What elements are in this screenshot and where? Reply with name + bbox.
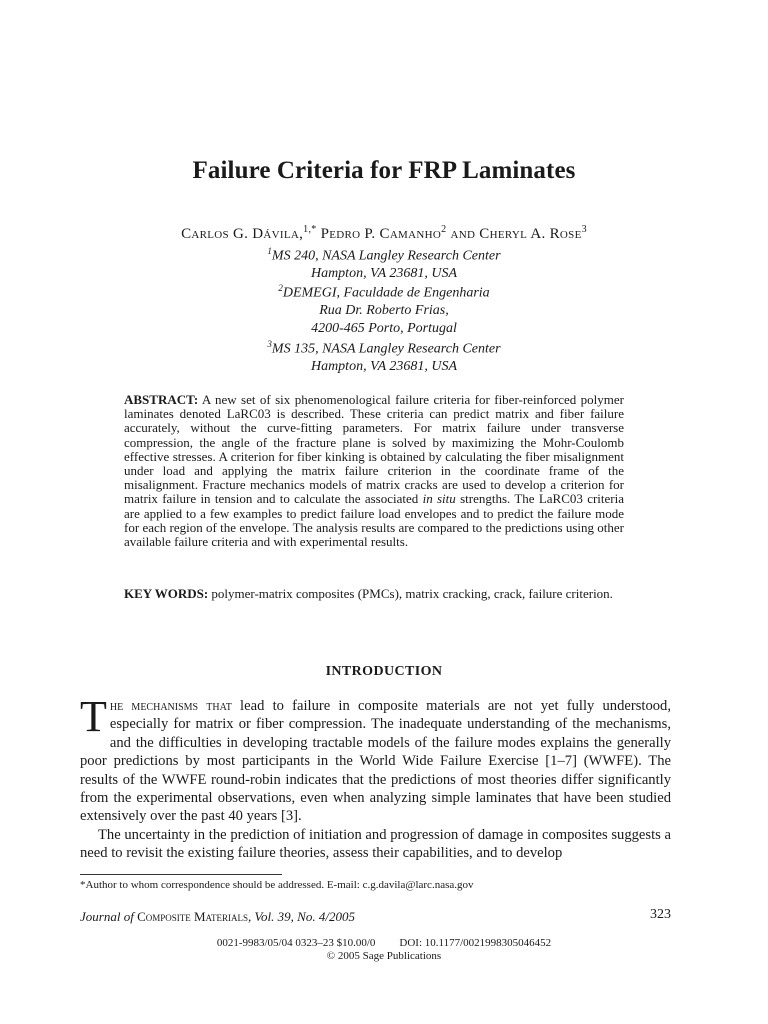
abstract-label: ABSTRACT: bbox=[124, 392, 199, 407]
copyright: © 2005 Sage Publications bbox=[326, 950, 442, 962]
intro-paragraph-1 bbox=[80, 692, 671, 826]
intro-smallcaps: he mechanisms that bbox=[109, 698, 232, 714]
abstract-text-2: strengths. The LaRC03 criteria are applied to a few examples to predict failure load envelopes and to predict the failure mode for each region of the envelope. The analysis results are compared to the predictions using other available failure criteria and with experimental results. bbox=[124, 491, 624, 550]
abstract bbox=[124, 393, 624, 549]
author-camanho-affil: 2 bbox=[441, 224, 447, 235]
journal-name: Composite Materials bbox=[137, 909, 249, 924]
journal-volume: , Vol. 39, No. 4/2005 bbox=[248, 909, 355, 924]
author-davila-affil: 1,* bbox=[303, 224, 317, 235]
affiliation-3 bbox=[0, 336, 768, 376]
affiliation-1-number: 1 bbox=[267, 246, 272, 256]
footnote: *Author to whom correspondence should be addressed. E-mail: c.g.davila@larc.nasa.gov bbox=[80, 879, 474, 891]
affiliation-1 bbox=[0, 243, 768, 283]
affiliation-2-line-2: Rua Dr. Roberto Frias, bbox=[319, 303, 449, 319]
journal-prefix: Journal of bbox=[80, 909, 138, 924]
intro-paragraph-2: The uncertainty in the prediction of initiation and progression of damage in composites suggests a need to revisit the existing failure theories, assess their capabilities, and to develop bbox=[80, 826, 671, 862]
author-line bbox=[0, 224, 768, 243]
keywords-label: KEY WORDS: bbox=[124, 586, 209, 601]
keywords-text: polymer-matrix composites (PMCs), matrix cracking, crack, failure criterion. bbox=[208, 586, 613, 601]
affiliation-2-number: 2 bbox=[278, 283, 283, 293]
intro-paragraph-1-text: lead to failure in composite materials are not yet fully understood, especially for matrix or fiber compression. The inadequate understanding of the mechanisms, and the difficulties in developing tractable models of the failure modes explains the generally poor predictions by most participants in the World Wide Failure Exercise [1–7] (WWFE). The results of the WWFE round-robin indicates that the predictions of most theories differ significantly from the experimental observations, even when analyzing simple laminates that have been studied extensively over the past 40 years [3]. bbox=[80, 698, 671, 825]
affiliation-2-line-1: DEMEGI, Faculdade de Engenharia bbox=[282, 285, 490, 301]
affiliation-2-line-3: 4200-465 Porto, Portugal bbox=[311, 320, 457, 336]
page-number: 323 bbox=[650, 907, 671, 922]
footnote-divider bbox=[80, 874, 282, 875]
affiliation-3-number: 3 bbox=[267, 339, 272, 349]
author-davila: Carlos G. Dávila, bbox=[181, 226, 304, 242]
drop-cap: T bbox=[80, 692, 107, 741]
author-camanho: Pedro P. Camanho bbox=[316, 226, 442, 242]
section-heading-introduction: INTRODUCTION bbox=[325, 664, 443, 679]
journal-citation bbox=[80, 909, 580, 925]
author-rose-affil: 3 bbox=[581, 224, 587, 235]
affiliation-3-line-2: Hampton, VA 23681, USA bbox=[310, 359, 458, 375]
publication-codes bbox=[0, 937, 768, 949]
abstract-text-1: A new set of six phenomenological failure criteria for fiber-reinforced polymer laminates denoted LaRC03 is described. These criteria can predict matrix and fiber failure accurately, without the curve-fitting parameters. For matrix failure under transverse compression, the angle of the fracture plane is solved by maximizing the Mohr-Coulomb effective stresses. A criterion for fiber kinking is obtained by calculating the fiber misalignment under load and applying the matrix failure criterion in the coordinate frame of the misalignment. Fracture mechanics models of matrix cracks are used to develop a criterion for matrix failure in tension and to calculate the associated bbox=[124, 392, 624, 507]
author-rose: Cheryl A. Rose bbox=[479, 226, 582, 242]
affiliation-1-line-2: Hampton, VA 23681, USA bbox=[310, 266, 458, 282]
author-conjunction: and bbox=[446, 226, 480, 242]
doi: DOI: 10.1177/0021998305046452 bbox=[399, 937, 552, 949]
affiliation-2 bbox=[0, 280, 768, 337]
introduction-body bbox=[80, 692, 671, 863]
issn-code: 0021-9983/05/04 0323–23 $10.00/0 bbox=[216, 937, 376, 949]
affiliation-1-line-1: MS 240, NASA Langley Research Center bbox=[271, 248, 501, 264]
affiliation-3-line-1: MS 135, NASA Langley Research Center bbox=[271, 341, 501, 357]
abstract-italic: in situ bbox=[422, 491, 456, 507]
keywords bbox=[124, 587, 624, 601]
paper-title: Failure Criteria for FRP Laminates bbox=[192, 157, 576, 184]
